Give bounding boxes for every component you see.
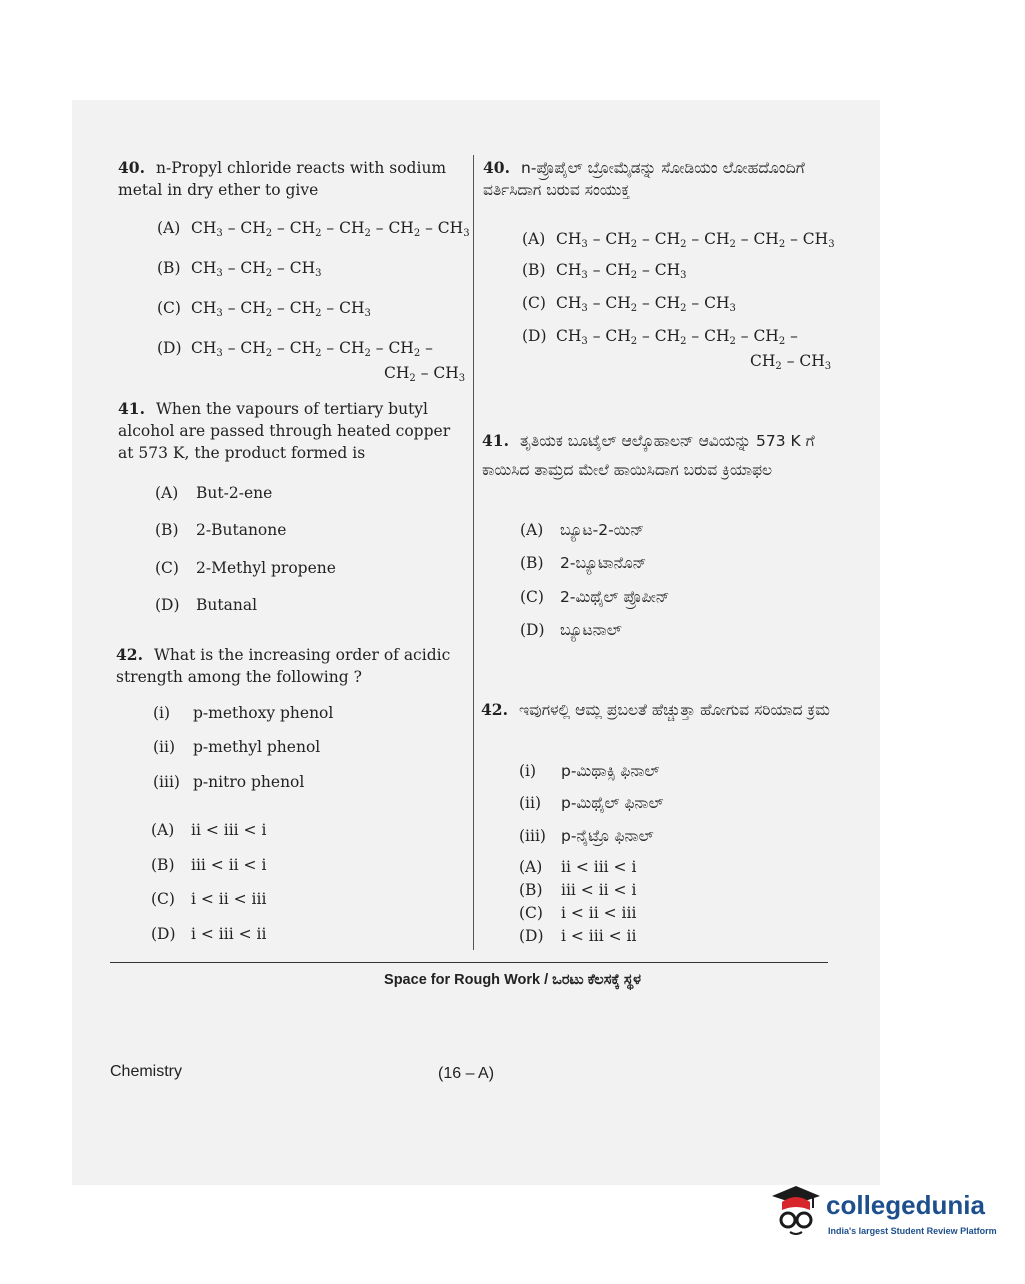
formula-text: CH — [191, 299, 217, 317]
formula-subscript: 2 — [409, 373, 416, 384]
option-label: (D) — [155, 596, 180, 614]
formula-subscript: 2 — [630, 239, 638, 250]
q42-option-a — [151, 819, 266, 841]
option-label: (C) — [157, 299, 181, 317]
question-number: 42. — [116, 645, 143, 664]
formula-text: – CH — [415, 364, 459, 382]
item-text: p-ಮಿಥಾಕ್ಸಿ ಫಿನಾಲ್ — [561, 762, 660, 780]
q42-right — [481, 695, 837, 725]
formula-text: – CH — [321, 219, 365, 237]
formula-text: CH — [556, 230, 582, 248]
q40-kn-option-c — [522, 292, 736, 320]
q41-kn-option-c — [520, 586, 670, 608]
option-label: (A) — [520, 521, 544, 539]
q42-kn-item-i — [519, 760, 660, 782]
formula-text: – CH — [686, 230, 730, 248]
q42-option-d — [151, 923, 266, 945]
formula-subscript: 2 — [364, 348, 371, 359]
formula-text: – CH — [272, 339, 316, 357]
q40-kn-option-d-continued — [750, 350, 831, 378]
formula-subscript: 3 — [581, 303, 588, 314]
formula-text: – CH — [735, 327, 779, 345]
option-label: (A) — [151, 821, 175, 839]
formula-text: – CH — [321, 299, 365, 317]
formula-text: – CH — [587, 294, 631, 312]
formula-subscript: 2 — [315, 348, 322, 359]
formula-subscript: 2 — [729, 336, 736, 347]
formula-text: CH — [191, 339, 217, 357]
q40-kn-option-d — [522, 325, 798, 353]
option-label: (C) — [522, 294, 546, 312]
option-text: 2-Butanone — [196, 521, 287, 539]
q40-option-a — [157, 217, 470, 245]
formula-text: – CH — [420, 219, 464, 237]
rough-work-label: Space for Rough Work / ಒರಟು ಕೆಲಸಕ್ಕೆ ಸ್ಥಳ — [384, 972, 641, 988]
option-text: But-2-ene — [196, 484, 273, 502]
option-text: i < ii < iii — [561, 904, 637, 922]
page-number: (16 – A) — [438, 1065, 495, 1082]
item-text: p-ನೈಟ್ರೊ ಫಿನಾಲ್ — [561, 827, 654, 845]
option-text: 2-ಬ್ಯೂಟಾನೊನ್ — [560, 554, 647, 572]
formula-subscript: 2 — [680, 303, 687, 314]
formula-text: – CH — [587, 230, 631, 248]
item-label: (ii) — [153, 738, 176, 756]
q42-kn-item-ii — [519, 792, 664, 814]
q41-option-b — [155, 519, 286, 541]
option-text: ಬ್ಯೂಟ-2-ಯಿನ್ — [560, 521, 644, 539]
option-label: (C) — [155, 559, 179, 577]
question-text: ತೃತಿಯಕ ಬೂಟೈಲ್ ಆಲ್ಕೊಹಾಲನ್ ಆವಿಯನ್ನು 573 K ಗೆ ಕಾಯಿಸಿದ ತಾಮ್ರದ ಮೇಲೆ ಹಾಯಿಸಿದಾಗ ಬರುವ ಕ್ರಿಯಾಫಲ — [482, 432, 815, 479]
formula-text: – CH — [272, 219, 316, 237]
item-label: (iii) — [153, 773, 180, 791]
option-text: Butanal — [196, 596, 258, 614]
q42-item-iii — [153, 771, 304, 793]
q40-kn-option-a — [522, 228, 835, 256]
q41-option-c — [155, 557, 336, 579]
formula-text: – CH — [370, 219, 414, 237]
formula-subscript: 2 — [775, 361, 782, 372]
question-text: What is the increasing order of acidic strength among the following ? — [116, 646, 451, 686]
question-number: 40. — [483, 158, 510, 177]
formula-subscript: 2 — [630, 303, 638, 314]
option-label: (B) — [522, 261, 546, 279]
item-label: (i) — [153, 704, 171, 722]
formula-subscript: 2 — [630, 336, 638, 347]
formula-subscript: 2 — [265, 228, 273, 239]
formula-subscript: 2 — [315, 308, 322, 319]
question-number: 40. — [118, 158, 145, 177]
formula-subscript: 2 — [778, 336, 786, 347]
option-label: (C) — [519, 904, 543, 922]
formula-text: CH — [191, 219, 217, 237]
formula-subscript: 3 — [315, 268, 322, 279]
formula-subscript: 2 — [778, 239, 786, 250]
formula-text: – CH — [222, 259, 266, 277]
option-label: (C) — [151, 890, 175, 908]
q41-right — [482, 426, 838, 485]
formula-text: CH — [384, 364, 410, 382]
formula-text: CH — [556, 294, 582, 312]
formula-subscript: 2 — [680, 239, 687, 250]
q40-option-d-continued — [384, 362, 465, 390]
option-label: (D) — [151, 925, 176, 943]
formula-text: – CH — [272, 299, 316, 317]
question-text: n-ಪ್ರೊಪೈಲ್ ಬ್ರೋಮೈಡನ್ನು ಸೋಡಿಯಂ ಲೋಹದೊಂದಿಗೆ ವರ್ತಿಸಿದಾಗ ಬರುವ ಸಂಯುಕ್ತ — [483, 159, 805, 199]
formula-subscript: 2 — [413, 348, 421, 359]
formula-subscript: 2 — [413, 228, 421, 239]
formula-subscript: 2 — [680, 336, 687, 347]
formula-text: – CH — [637, 327, 681, 345]
option-text: i < ii < iii — [191, 890, 267, 908]
option-label: (B) — [151, 856, 175, 874]
brand-name: collegedunia — [826, 1190, 985, 1220]
formula-subscript: 3 — [680, 270, 687, 281]
question-text: When the vapours of tertiary butyl alcohol are passed through heated copper at 573 K, the product formed is — [118, 400, 451, 462]
option-text: i < iii < ii — [561, 927, 637, 945]
formula-text: – — [420, 339, 433, 357]
option-label: (B) — [157, 259, 181, 277]
option-label: (A) — [157, 219, 181, 237]
formula-text: – — [785, 327, 798, 345]
formula-subscript: 2 — [265, 268, 273, 279]
formula-text: – CH — [686, 327, 730, 345]
formula-subscript: 3 — [216, 228, 223, 239]
question-text: n-Propyl chloride reacts with sodium metal in dry ether to give — [118, 159, 447, 199]
formula-subscript: 2 — [630, 270, 638, 281]
column-divider — [473, 155, 474, 950]
formula-text: CH — [191, 259, 217, 277]
option-text: 2-ಮಿಥೈಲ್ ಪ್ರೊಪೀನ್ — [560, 588, 670, 606]
formula-subscript: 3 — [216, 348, 223, 359]
formula-subscript: 3 — [729, 303, 736, 314]
item-text: p-nitro phenol — [193, 773, 305, 791]
q40-right — [483, 157, 831, 201]
formula-subscript: 3 — [824, 361, 832, 372]
item-label: (iii) — [519, 827, 546, 845]
formula-subscript: 3 — [581, 336, 588, 347]
formula-text: – CH — [686, 294, 730, 312]
q42-item-ii — [153, 736, 320, 758]
formula-text: – CH — [321, 339, 365, 357]
subject-label: Chemistry — [110, 1063, 183, 1080]
formula-text: – CH — [222, 339, 266, 357]
option-label: (B) — [155, 521, 179, 539]
formula-text: – CH — [735, 230, 779, 248]
option-label: (D) — [519, 927, 544, 945]
formula-text: CH — [556, 261, 582, 279]
q42-kn-item-iii — [519, 825, 654, 847]
formula-subscript: 2 — [265, 348, 273, 359]
formula-text: – CH — [222, 299, 266, 317]
graduate-mascot-icon — [768, 1180, 824, 1240]
q41-kn-option-a — [520, 519, 644, 541]
formula-subscript: 3 — [581, 270, 588, 281]
formula-text: – CH — [587, 327, 631, 345]
question-number: 41. — [118, 399, 145, 418]
option-text: iii < ii < i — [561, 881, 637, 899]
formula-subscript: 2 — [364, 228, 371, 239]
question-number: 42. — [481, 700, 508, 719]
q42-kn-option-c — [519, 902, 636, 924]
formula-text: CH — [556, 327, 582, 345]
q42-kn-option-a — [519, 856, 636, 878]
rough-work-rule — [110, 962, 828, 963]
q42-option-b — [151, 854, 266, 876]
formula-subscript: 3 — [364, 308, 371, 319]
formula-subscript: 3 — [216, 308, 223, 319]
formula-text: – CH — [637, 261, 681, 279]
q40-left — [118, 157, 468, 201]
option-label: (A) — [522, 230, 546, 248]
option-text: ಬ್ಯೂಟನಾಲ್ — [560, 621, 622, 639]
option-label: (A) — [155, 484, 179, 502]
option-label: (D) — [522, 327, 547, 345]
q42-kn-option-b — [519, 879, 636, 901]
formula-text: – CH — [222, 219, 266, 237]
question-text: ಇವುಗಳಲ್ಲಿ ಆಮ್ಲ ಪ್ರಬಲತೆ ಹೆಚ್ಚುತ್ತಾ ಹೋಗುವ ಸರಿಯಾದ ಕ್ರಮ — [519, 701, 830, 719]
option-text: ii < iii < i — [191, 821, 267, 839]
formula-text: – CH — [785, 230, 829, 248]
option-text: i < iii < ii — [191, 925, 267, 943]
option-label: (A) — [519, 858, 543, 876]
q40-option-c — [157, 297, 371, 325]
q41-kn-option-d — [520, 619, 622, 641]
item-label: (i) — [519, 762, 537, 780]
formula-text: CH — [750, 352, 776, 370]
q41-left — [118, 398, 468, 464]
option-text: 2-Methyl propene — [196, 559, 336, 577]
formula-text: – CH — [781, 352, 825, 370]
formula-subscript: 3 — [828, 239, 835, 250]
question-number: 41. — [482, 431, 509, 450]
q42-option-c — [151, 888, 266, 910]
option-label: (D) — [157, 339, 182, 357]
formula-subscript: 2 — [729, 239, 736, 250]
q40-kn-option-b — [522, 259, 686, 287]
option-label: (C) — [520, 588, 544, 606]
formula-text: – CH — [637, 230, 681, 248]
formula-text: – CH — [637, 294, 681, 312]
q42-left — [116, 644, 468, 688]
q40-option-d — [157, 337, 433, 365]
formula-text: – CH — [370, 339, 414, 357]
q40-option-b — [157, 257, 321, 285]
formula-subscript: 3 — [463, 228, 470, 239]
option-text: iii < ii < i — [191, 856, 267, 874]
q41-kn-option-b — [520, 552, 646, 574]
formula-text: – CH — [272, 259, 316, 277]
formula-subscript: 3 — [581, 239, 588, 250]
item-text: p-methoxy phenol — [193, 704, 334, 722]
formula-subscript: 3 — [458, 373, 466, 384]
option-label: (B) — [520, 554, 544, 572]
item-text: p-ಮಿಥೈಲ್ ಫಿನಾಲ್ — [561, 794, 664, 812]
brand-tagline: India's largest Student Review Platform — [828, 1226, 997, 1236]
formula-subscript: 2 — [315, 228, 322, 239]
option-label: (B) — [519, 881, 543, 899]
q42-kn-option-d — [519, 925, 636, 947]
collegedunia-watermark — [768, 1180, 998, 1250]
item-text: p-methyl phenol — [193, 738, 321, 756]
option-text: ii < iii < i — [561, 858, 637, 876]
option-label: (D) — [520, 621, 545, 639]
formula-text: – CH — [587, 261, 631, 279]
formula-subscript: 3 — [216, 268, 223, 279]
formula-subscript: 2 — [265, 308, 273, 319]
item-label: (ii) — [519, 794, 542, 812]
q41-option-a — [155, 482, 272, 504]
q41-option-d — [155, 594, 257, 616]
q42-item-i — [153, 702, 333, 724]
